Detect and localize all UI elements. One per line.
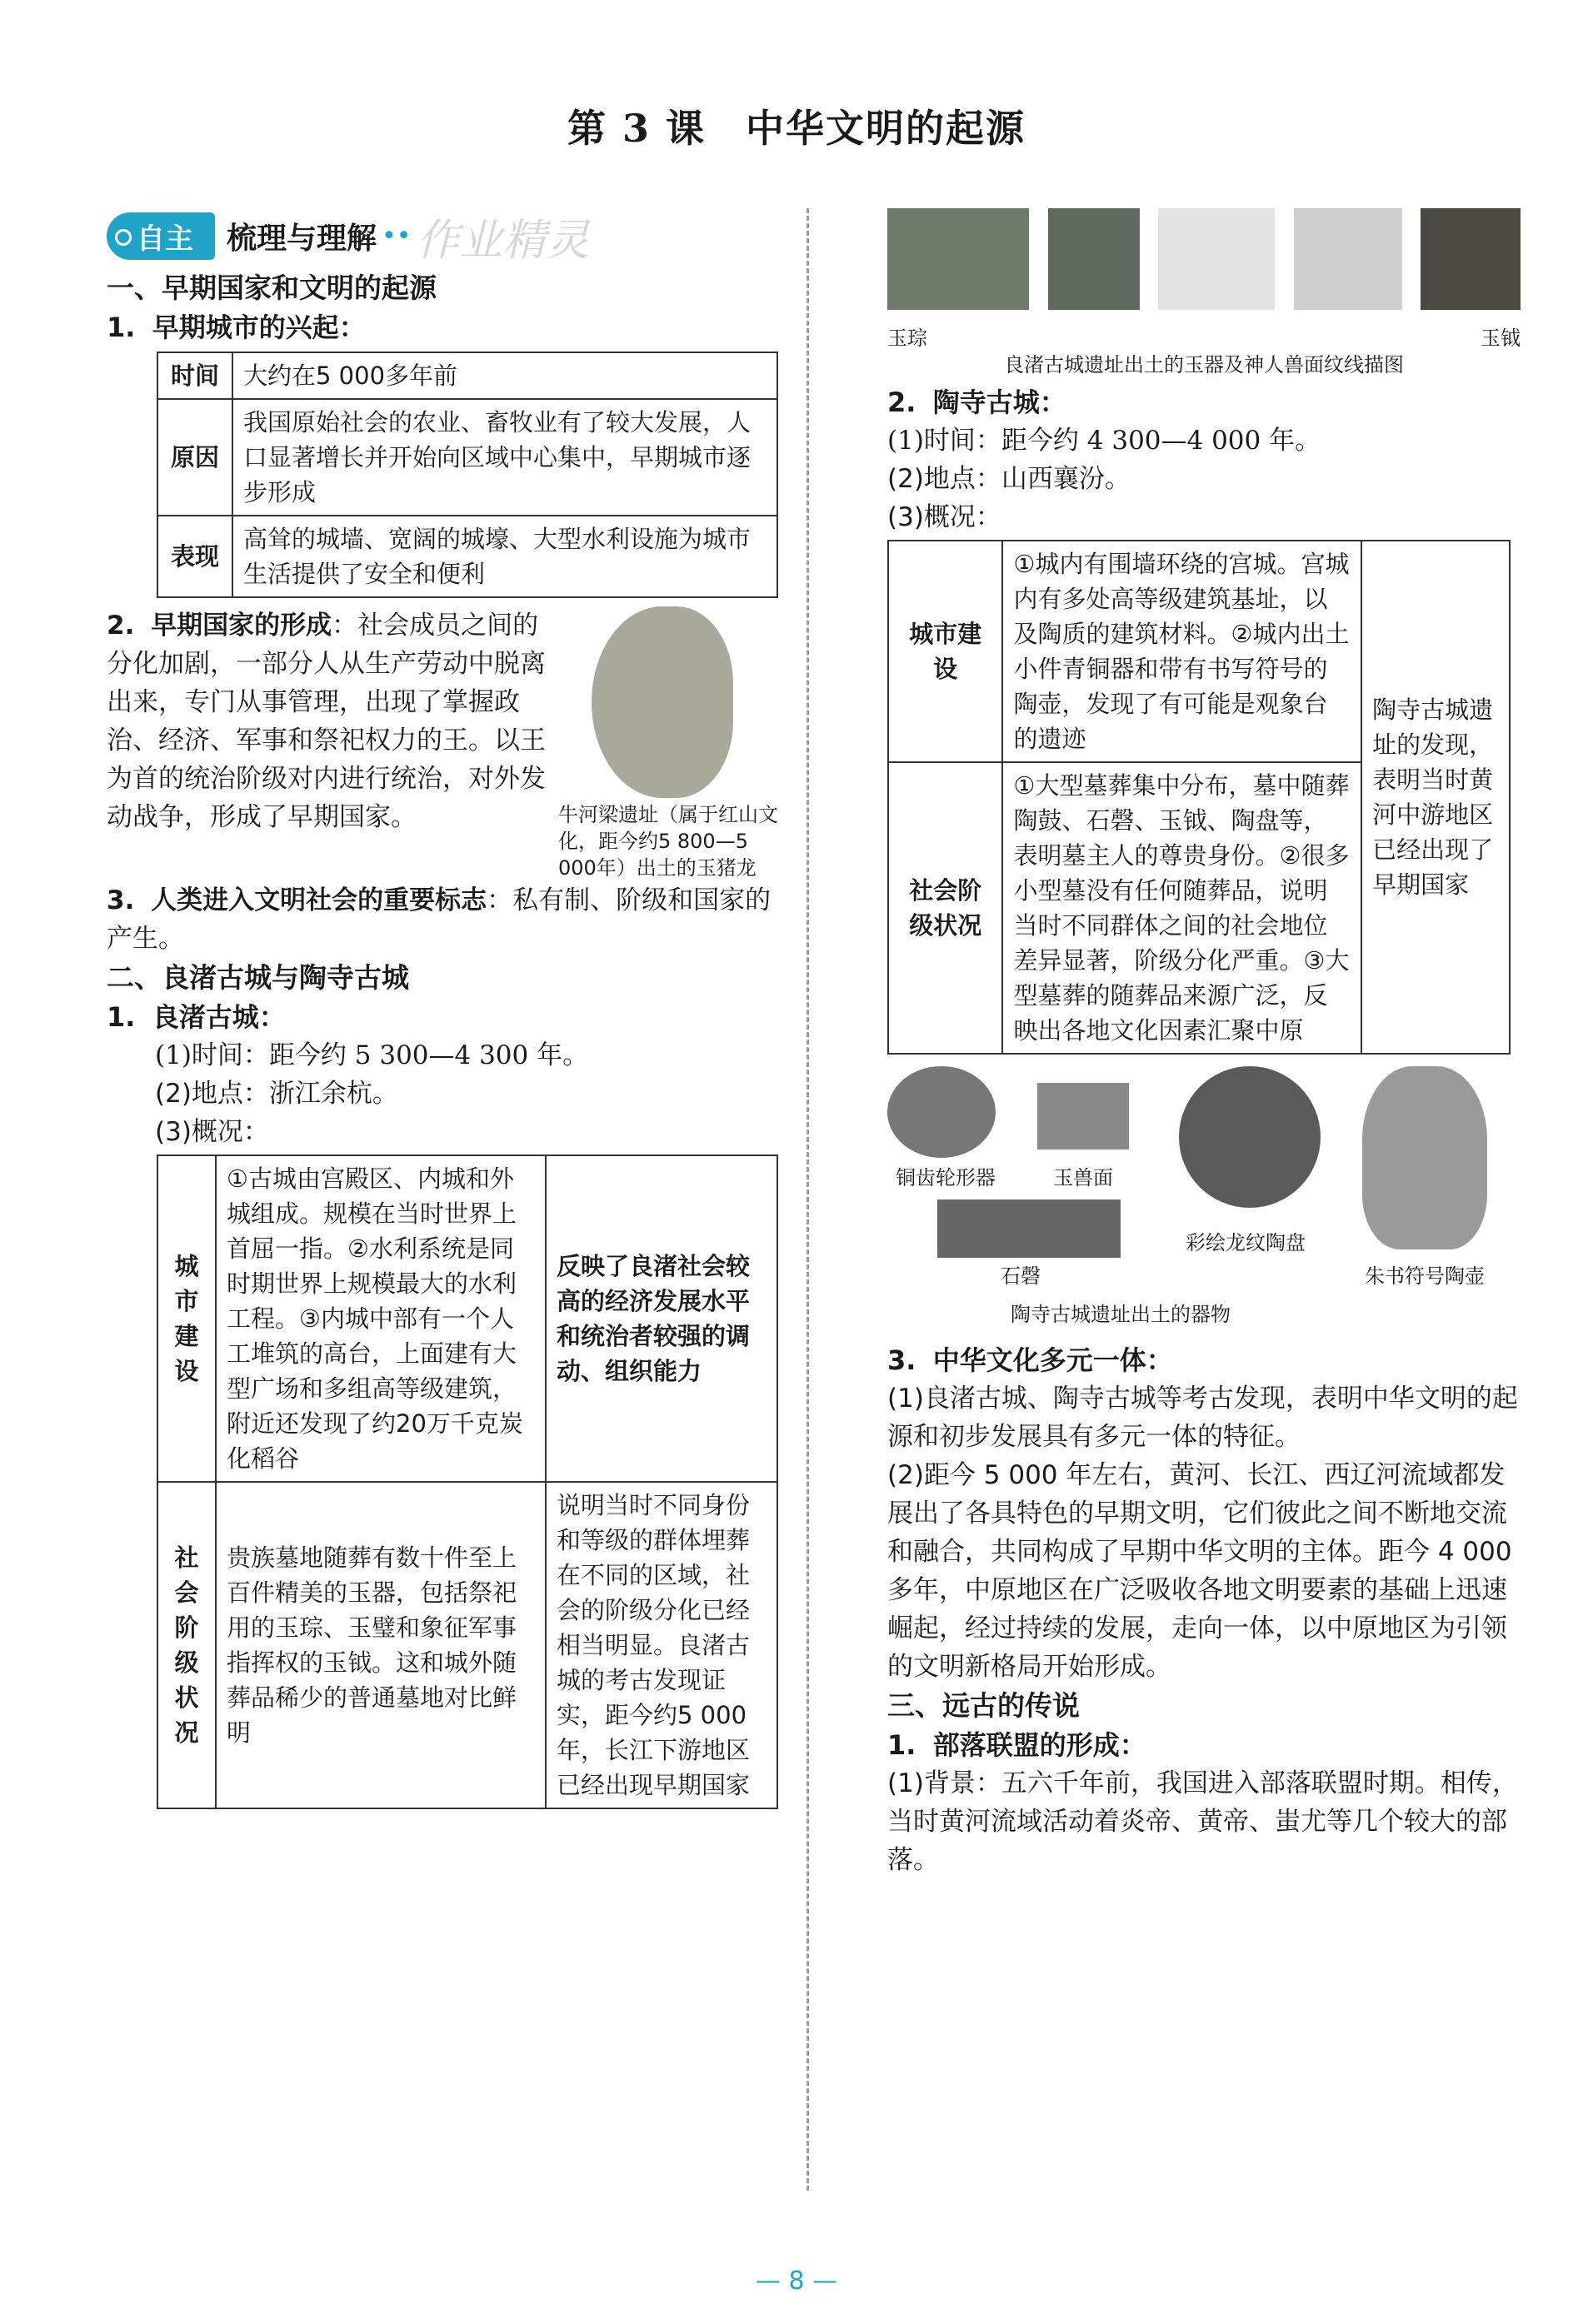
- city-rise-table: [157, 352, 778, 598]
- item-text: ：社会成员之间的分化加剧，一部分人从生产劳动中脱离出来，专门从事管理，出现了掌握政治、经济、军事和祭祀权力的王。以王为首的统治阶级对内进行统治，对外发动战争，形成了早期国家。: [107, 611, 546, 832]
- pluralism-paragraph-2: (2)距今 5 000 年左右，黄河、长江、西辽河流域都发展出了各具特色的早期文明，它们彼此之间不断地交流和融合，共同构成了早期中华文明的主体。距今 4 000 多年，中原地区在广泛吸收各地文明要素的基础上迅速崛起，经过持续的发展，走向一体，以中原地区为引领的文明新格局开始形成。: [887, 1460, 1512, 1682]
- item-label: 陶寺古城：: [932, 387, 1066, 418]
- figure-caption: 良渚古城遗址出土的玉器及神人兽面纹线描图: [1004, 353, 1404, 377]
- table-key: 原因: [157, 399, 232, 516]
- stone-chime-image: [937, 1199, 1121, 1258]
- vermilion-pot-image: [1362, 1066, 1487, 1249]
- item-number: 3.: [107, 885, 135, 915]
- column-divider: [806, 208, 809, 2191]
- taosi-overview-label: (3)概况：: [887, 502, 1001, 532]
- table-cell: 反映了良渚社会较高的经济发展水平和统治者较强的调动、组织能力: [546, 1155, 777, 1482]
- figure-caption: 石磬: [1001, 1264, 1041, 1288]
- page-title: 第 3 课 中华文明的起源: [567, 106, 1026, 151]
- figure-caption: 玉钺: [1481, 327, 1521, 350]
- table-cell: 贵族墓地随葬有数十件至上百件精美的玉器，包括祭祀用的玉琮、玉璧和象征军事指挥权的玉钺。这和城外随葬品稀少的普通墓地对比鲜明: [216, 1482, 546, 1808]
- banner-dots: ••: [382, 221, 412, 251]
- table-cell: 说明当时不同身份和等级的群体埋葬在不同的区域，社会的阶级分化已经相当明显。良渚古城的考古发现证实，距今约5 000年，长江下游地区已经出现早期国家: [546, 1482, 777, 1808]
- line-drawing-image: [1294, 208, 1402, 310]
- bronze-gear-image: [887, 1066, 996, 1158]
- watermark: 作业精灵: [416, 215, 590, 266]
- dragon-plate-image: [1179, 1066, 1321, 1208]
- item-number: 3.: [887, 1344, 916, 1376]
- item-label: 部落联盟的形成：: [932, 1729, 1146, 1761]
- figure-caption: 陶寺古城遗址出土的器物: [1011, 1303, 1231, 1326]
- liangzhu-time: (1)时间：距今约 5 300—4 300 年。: [155, 1040, 589, 1070]
- state-formation-block: [107, 606, 783, 881]
- right-column: [887, 208, 1521, 1879]
- item-label: 早期国家的形成: [151, 611, 332, 641]
- taosi-place: (2)地点：山西襄汾。: [887, 464, 1131, 494]
- table-key: 城市建设: [888, 541, 1002, 762]
- jade-pig-figure: [558, 606, 783, 881]
- section3-heading: 三、远古的传说: [887, 1689, 1080, 1722]
- table-value: 大约在5 000多年前: [232, 352, 777, 399]
- taosi-time: (1)时间：距今约 4 300—4 000 年。: [887, 426, 1321, 456]
- item-number: 1.: [887, 1729, 916, 1761]
- tribal-alliance-paragraph: (1)背景：五六千年前，我国进入部落联盟时期。相传，当时黄河流域活动着炎帝、黄帝、蚩尤等几个较大的部落。: [887, 1768, 1518, 1875]
- item-number: 1.: [107, 312, 136, 343]
- item-number: 2.: [107, 611, 135, 641]
- section2-heading: 二、良渚古城与陶寺古城: [107, 961, 409, 994]
- figure-caption: 玉琮: [887, 327, 927, 350]
- taosi-table: [887, 540, 1511, 1055]
- table-key: 时间: [157, 352, 232, 399]
- mask-image: [1048, 208, 1140, 310]
- figure-caption: 牛河梁遗址（属于红山文化，距今约5 800—5 000年）出土的玉猪龙: [558, 803, 778, 880]
- table-key: 城市建设: [157, 1155, 216, 1482]
- table-cell: 陶寺古城遗址的发现，表明当时黄河中游地区已经出现了早期国家: [1361, 541, 1510, 1054]
- item-label: 早期城市的兴起：: [152, 312, 366, 343]
- figure-caption: 铜齿轮形器: [896, 1166, 996, 1189]
- section-banner: [107, 208, 783, 266]
- liangzhu-table: [157, 1155, 778, 1809]
- item-label: 人类进入文明社会的重要标志: [151, 885, 487, 915]
- page-number: — 8 —: [755, 2267, 838, 2296]
- section1-heading: 一、早期国家和文明的起源: [107, 272, 437, 304]
- table-cell: ①城内有围墙环绕的宫城。宫城内有多处高等级建筑基址，以及陶质的建筑材料。②城内出土小件青铜器和带有书写符号的陶壶，发现了有可能是观象台的遗迹: [1002, 541, 1361, 762]
- figure-caption: 玉兽面: [1053, 1166, 1113, 1189]
- table-value: 高耸的城墙、宽阔的城壕、大型水利设施为城市生活提供了安全和便利: [232, 516, 777, 597]
- table-cell: ①古城由宫殿区、内城和外城组成。规模在当时世界上首屈一指。②水利系统是同时期世界上规模最大的水利工程。③内城中部有一个人工堆筑的高台，上面建有大型广场和多组高等级建筑，附近还发现了约20万千克炭化稻谷: [216, 1155, 546, 1482]
- figure-caption: 彩绘龙纹陶盘: [1186, 1231, 1306, 1254]
- item-label: 良渚古城：: [152, 1001, 286, 1033]
- liangzhu-overview-label: (3)概况：: [155, 1117, 269, 1147]
- jade-beast-mask-image: [1037, 1083, 1129, 1150]
- item-number: 2.: [887, 387, 916, 418]
- banner-tag: 自主: [107, 212, 215, 260]
- item-number: 1.: [107, 1001, 136, 1033]
- banner-text: 梳理与理解: [227, 221, 377, 256]
- yuyue-image: [1421, 208, 1521, 310]
- table-key: 表现: [157, 516, 232, 597]
- item-label: 中华文化多元一体：: [932, 1344, 1173, 1376]
- jade-images-row: [887, 208, 1521, 325]
- taosi-artifacts-figure: [887, 1066, 1521, 1341]
- table-key: 社会阶级状况: [888, 762, 1002, 1054]
- liangzhu-place: (2)地点：浙江余杭。: [155, 1079, 398, 1109]
- item-text: ：私有制、阶级和国家的产生。: [107, 885, 772, 954]
- table-cell: ①大型墓葬集中分布，墓中随葬陶鼓、石磬、玉钺、陶盘等，表明墓主人的尊贵身份。②很多小型墓没有任何随葬品，说明当时不同群体之间的社会地位差异显著，阶级分化严重。③大型墓葬的随葬品来源广泛，反映出各地文化因素汇聚中原: [1002, 762, 1361, 1054]
- yucong-image: [887, 208, 1029, 310]
- figure-caption: 朱书符号陶壶: [1365, 1264, 1485, 1288]
- line-drawing-image: [1158, 208, 1275, 310]
- table-value: 我国原始社会的农业、畜牧业有了较大发展，人口显著增长并开始向区域中心集中，早期城市逐步形成: [232, 399, 777, 516]
- jade-pig-dragon-image: [592, 606, 733, 798]
- table-key: 社会阶级状况: [157, 1482, 216, 1808]
- left-column: [107, 208, 783, 1809]
- pluralism-paragraph-1: (1)良渚古城、陶寺古城等考古发现，表明中华文明的起源和初步发展具有多元一体的特征。: [887, 1384, 1518, 1452]
